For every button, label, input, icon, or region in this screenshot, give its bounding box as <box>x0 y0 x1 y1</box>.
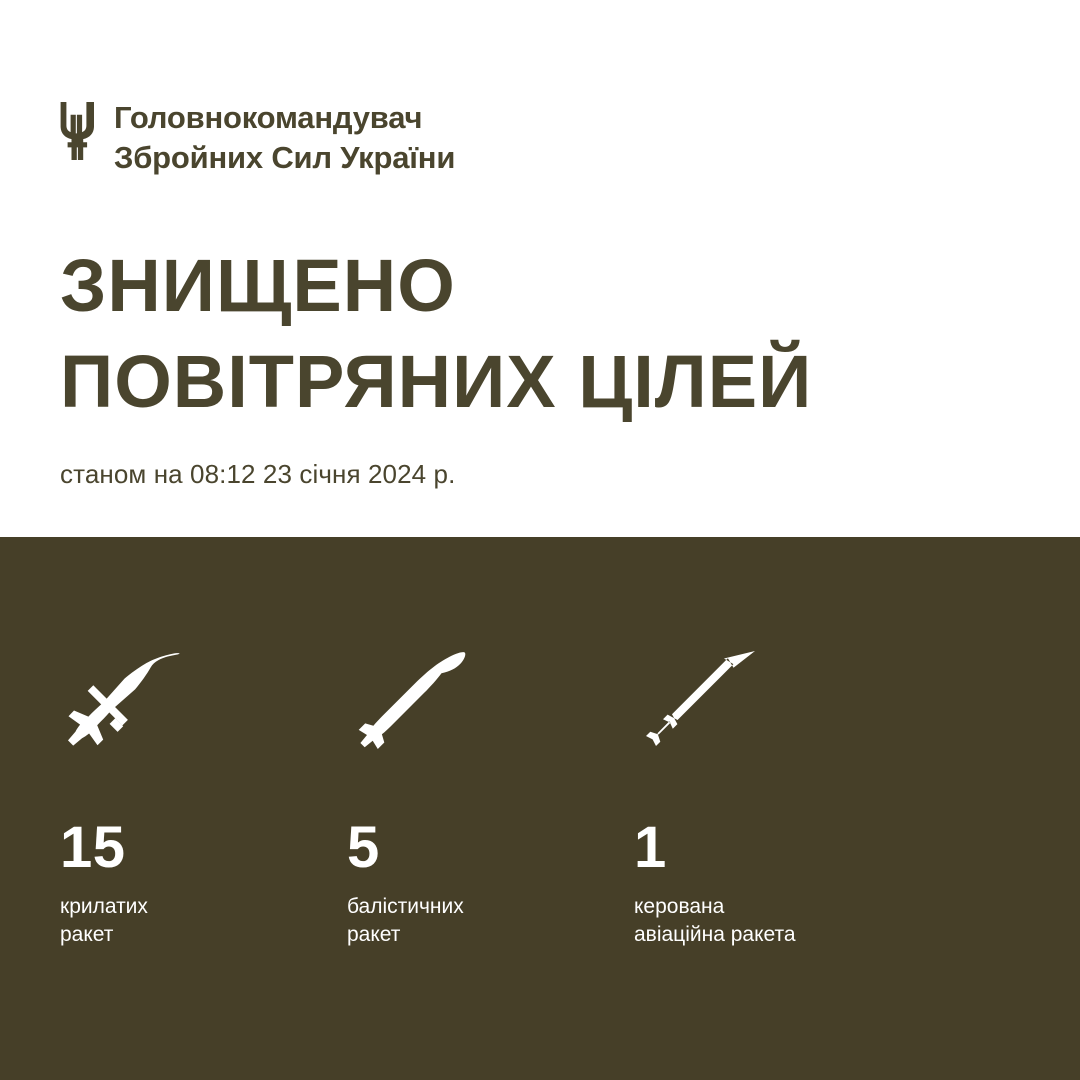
stat-value: 1 <box>634 815 667 880</box>
timestamp-subtitle: станом на 08:12 23 січня 2024 р. <box>60 459 456 490</box>
stat-label <box>347 893 634 948</box>
guided-aviation-missile-icon <box>634 627 921 777</box>
stat-item <box>347 627 634 948</box>
ballistic-missile-icon <box>347 627 634 777</box>
stat-value: 15 <box>60 815 126 880</box>
stat-label-line-1: балістичних <box>347 895 464 918</box>
trident-icon <box>60 102 94 160</box>
stat-label-line-1: керована <box>634 895 725 918</box>
brand-text <box>114 98 455 177</box>
brand <box>60 0 1020 177</box>
stat-value: 5 <box>347 815 380 880</box>
stat-item <box>60 627 347 948</box>
stat-label <box>60 893 347 948</box>
headline-line-2: ПОВІТРЯНИХ ЦІЛЕЙ <box>60 340 813 424</box>
cruise-missile-icon <box>60 627 347 777</box>
stat-label-line-1: крилатих <box>60 895 148 918</box>
stats-section <box>0 537 1080 1080</box>
brand-line-1: Головнокомандувач <box>114 100 423 135</box>
stat-item <box>634 627 921 948</box>
stats-row <box>60 537 1020 948</box>
stat-label-line-2: ракет <box>60 922 114 946</box>
header-section <box>0 0 1080 537</box>
stat-label-line-2: ракет <box>347 922 401 946</box>
stat-label-line-2: авіаційна ракета <box>634 922 796 946</box>
stat-label <box>634 893 921 948</box>
headline-line-1: ЗНИЩЕНО <box>60 244 456 328</box>
page-title <box>60 244 1020 424</box>
brand-line-2: Збройних Сил України <box>114 139 456 175</box>
